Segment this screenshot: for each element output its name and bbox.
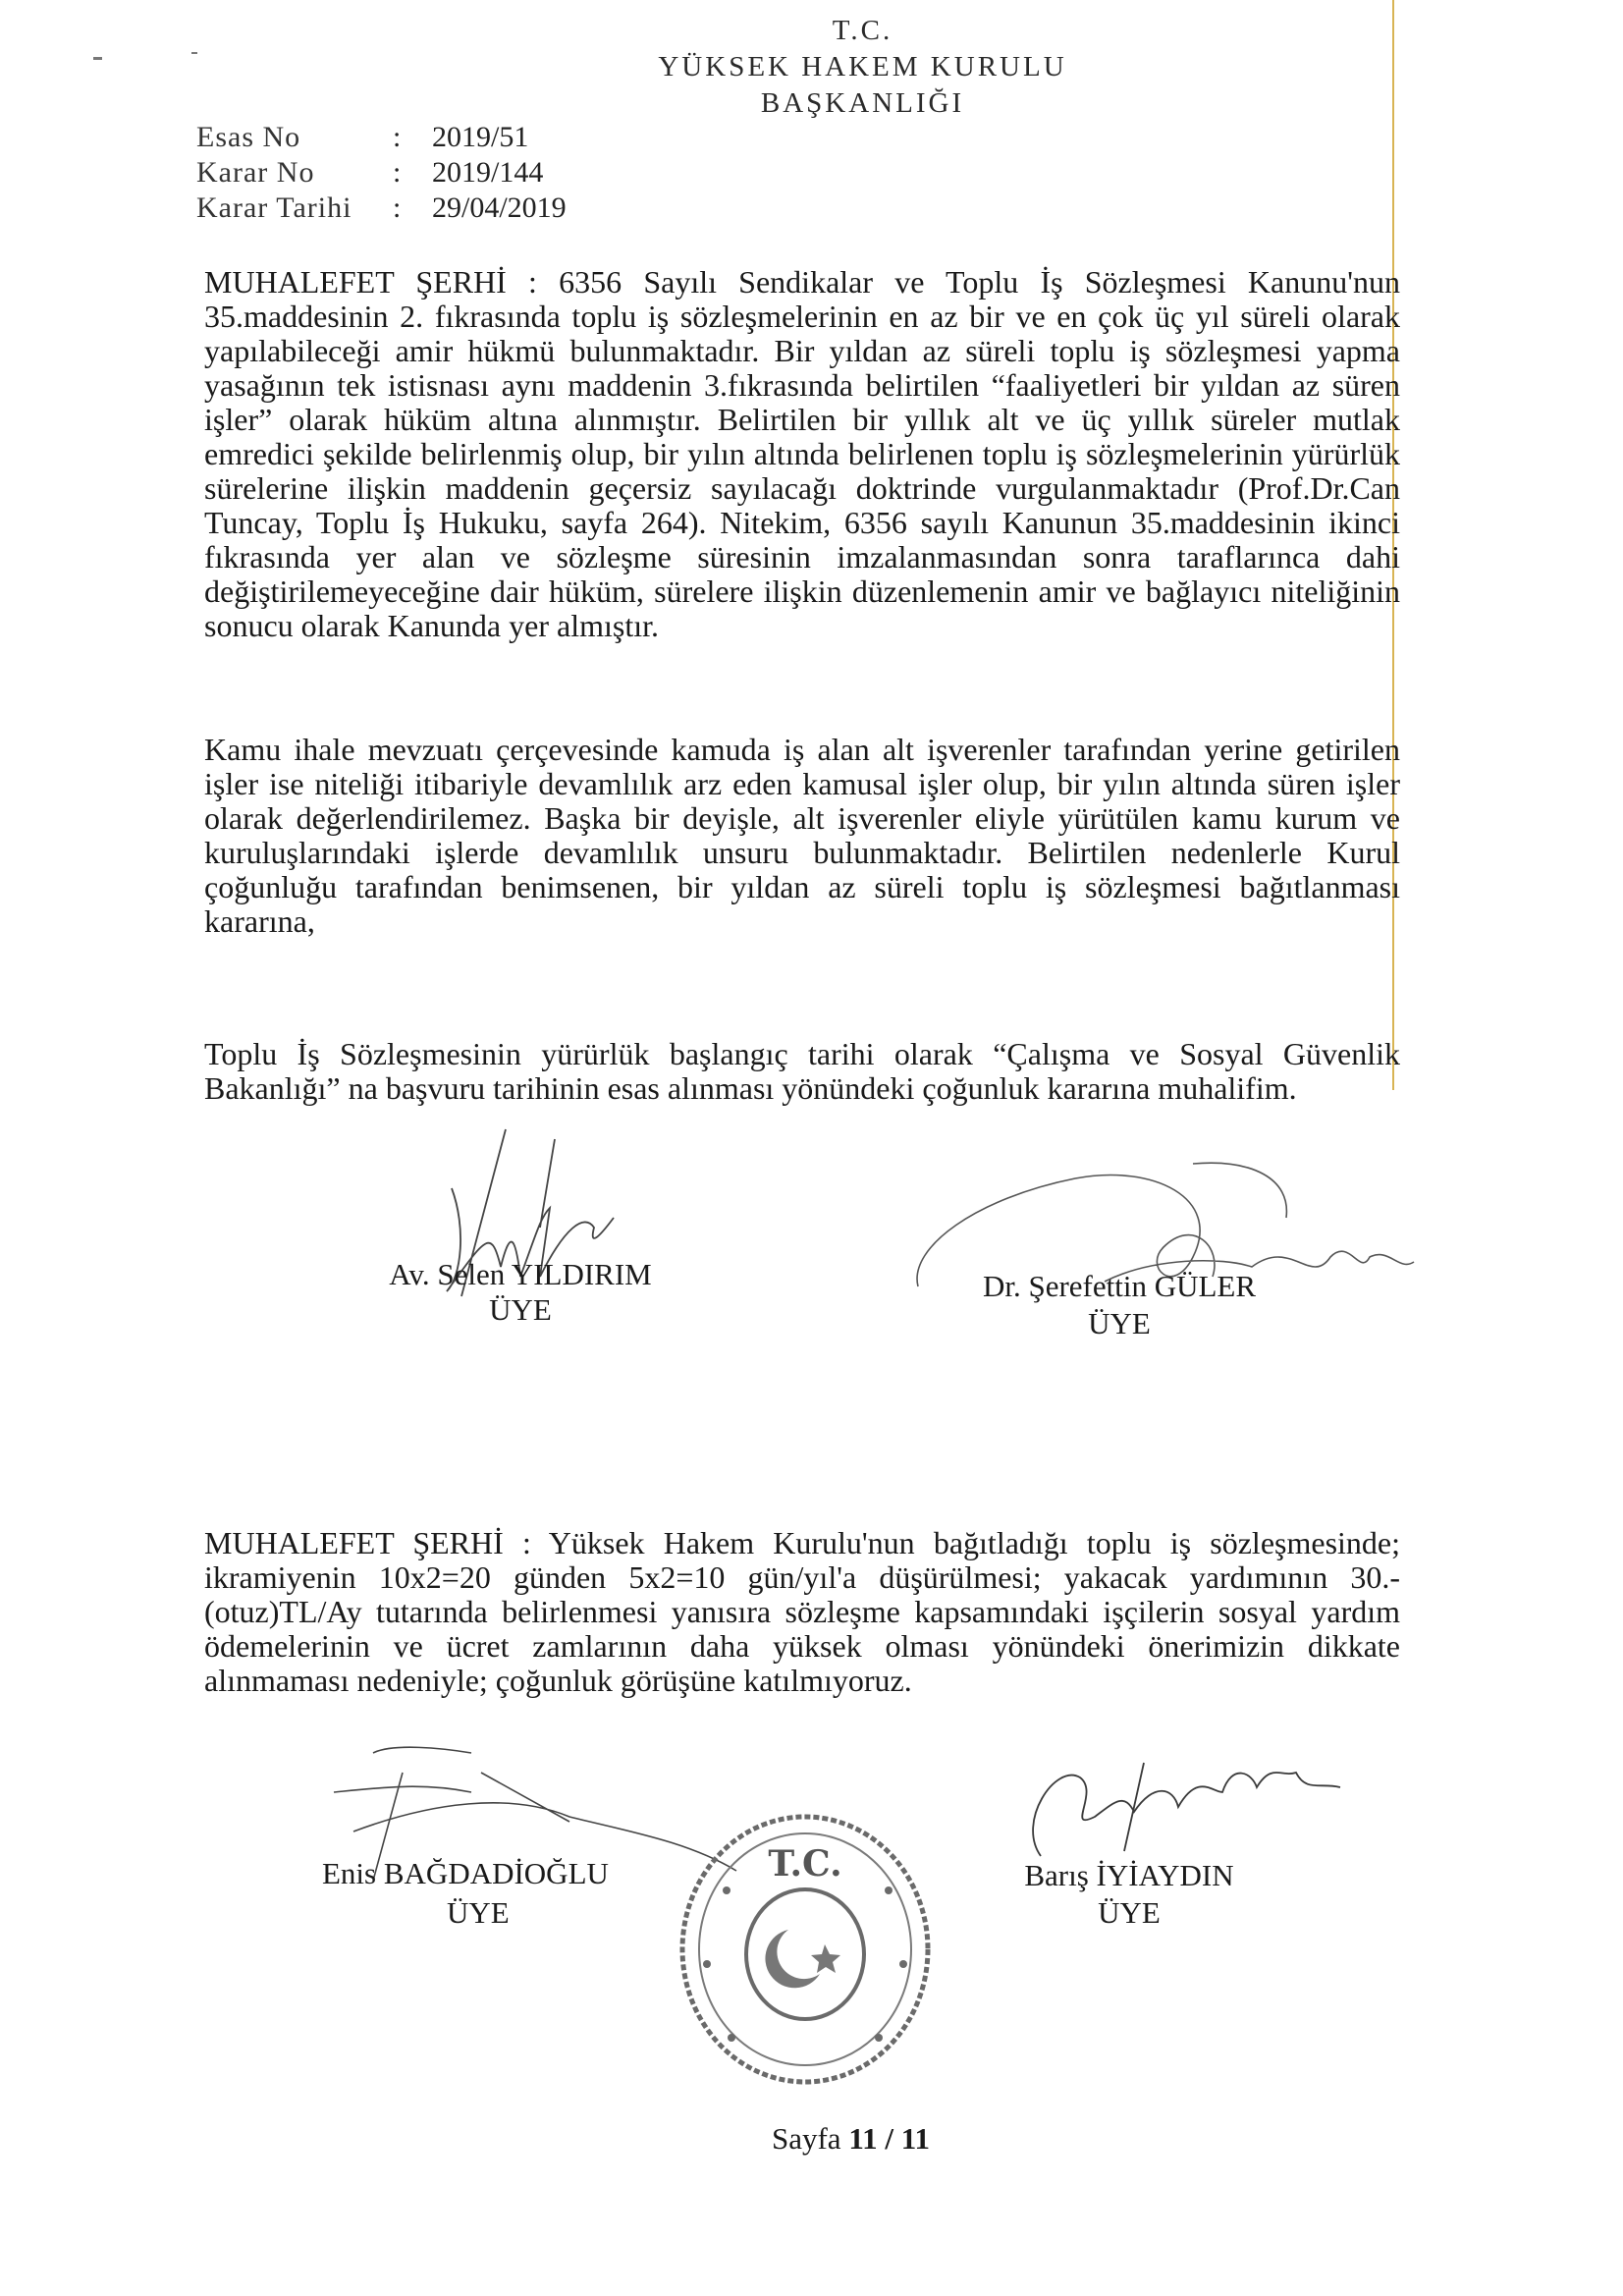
dissent-1-paragraph-1 [204,265,1400,643]
dissent-1-text-3: Toplu İş Sözleşmesinin yürürlük başlangıç tarihi olarak “Çalışma ve Sosyal Güvenlik Bakanlığı” na başvuru tarihinin esas alınması yönündeki çoğunluk kararına muhalifim. [204,1036,1400,1106]
dissent-1-text-1: MUHALEFET ŞERHİ : 6356 Sayılı Sendikalar ve Toplu İş Sözleşmesi Kanunu'nun 35.maddesinin 2. fıkrasında toplu iş sözleşmelerinin en az bir ve en çok üç yıl süreli olarak yapılabileceği amir hükmü bulunmaktadır. Bir yıldan az süreli toplu iş sözleşmesi yapma yasağının tek istisnası aynı maddenin 3.fıkrasında belirtilen “faaliyetleri bir yıldan az süren işler” olarak hüküm altına alınmıştır. Belirtilen bir yıllık alt ve üç yıllık süreler mutlak emredici şekilde belirlenmiş olup, bir yılın altında belirlenen toplu iş sözleşmelerinin yürürlük sürelerine ilişkin maddenin geçersiz sayılacağı doktrinde vurgulanmaktadır (Prof.Dr.Can Tuncay, Toplu İş Hukuku, sayfa 264). Nitekim, 6356 sayılı Kanunun 35.maddesinin ikinci fıkrasında yer alan ve sözleşme süresinin imzalanmasından sonra taraflarınca dahi değiştirilemeyeceğine dair hüküm, sürelere ilişkin düzenlemenin amir ve bağlayıcı niteliğinin sonucu olarak Kanunda yer almıştır. [204,264,1400,643]
meta-label: Karar No [196,156,315,189]
meta-label: Esas No [196,121,301,153]
signatory-name-bagdadioglu: Enis BAĞDADİOĞLU [322,1856,609,1890]
meta-value: 29/04/2019 [432,191,567,224]
header-institution: YÜKSEK HAKEM KURULU [658,51,1067,82]
dissent-2-paragraph-1 [204,1526,1400,1698]
signatory-role-yildirim: ÜYE [489,1292,552,1327]
official-seal-stamp [673,1807,938,2092]
meta-row-esas [196,120,567,155]
case-meta [196,120,567,226]
meta-value: 2019/144 [432,156,544,189]
dissent-1-paragraph-2 [204,733,1400,939]
signatory-name-yildirim: Av. Selen YILDIRIM [389,1257,652,1291]
meta-value: 2019/51 [432,121,529,153]
signature-iyiaydin [987,1733,1350,1871]
page-number-prefix: Sayfa [771,2121,841,2156]
meta-colon: : [393,156,402,189]
header-presidency: BAŞKANLIĞI [760,87,965,119]
meta-colon: : [393,191,402,224]
stamp-center-text: T.C. [768,1843,842,1885]
meta-colon: : [393,121,402,153]
dissent-1-paragraph-3 [204,1037,1400,1106]
signatory-name-guler: Dr. Şerefettin GÜLER [982,1269,1257,1303]
signatory-role-guler: ÜYE [1088,1306,1151,1340]
signatory-name-iyiaydin: Barış İYİAYDIN [1024,1858,1234,1892]
meta-row-tarih [196,191,567,226]
signatory-role-bagdadioglu: ÜYE [447,1895,510,1930]
header-tc: T.C. [832,15,893,46]
meta-label: Karar Tarihi [196,191,352,224]
dissent-2-text-1: MUHALEFET ŞERHİ : Yüksek Hakem Kurulu'nun bağıtladığı toplu iş sözleşmesinde; ikramiyenin 10x2=20 günden 5x2=10 gün/yıl'a düşürülmesi; yakacak yardımının 30.-(otuz)TL/Ay tutarında belirlenmesi yanısıra sözleşme kapsamındaki işçilerin sosyal yardım ödemelerinin ve ücret zamlarının daha yüksek olması yönündeki önerimizin dikkate alınmaması nedeniyle; çoğunluk görüşüne katılmıyoruz. [204,1525,1400,1698]
page-number-value: 11 / 11 [848,2121,931,2156]
dissent-1-text-2: Kamu ihale mevzuatı çerçevesinde kamuda iş alan alt işverenler tarafından yerine getirilen işler ise niteliği itibariyle devamlılık arz eden kamusal işler olup, bir yılın altında süren işler olarak değerlendirilemez. Başka bir deyişle, alt işverenler eliyle yürütülen kamu kurum ve kuruluşlarındaki işlerde devamlılık unsuru bulunmaktadır. Belirtilen nedenlerle Kurul çoğunluğu tarafından benimsenen, bir yıldan az süreli toplu iş sözleşmesi bağıtlanması kararına, [204,732,1400,939]
signatory-role-iyiaydin: ÜYE [1098,1895,1161,1930]
page-number [39,2121,1623,2157]
meta-row-karar [196,155,567,191]
